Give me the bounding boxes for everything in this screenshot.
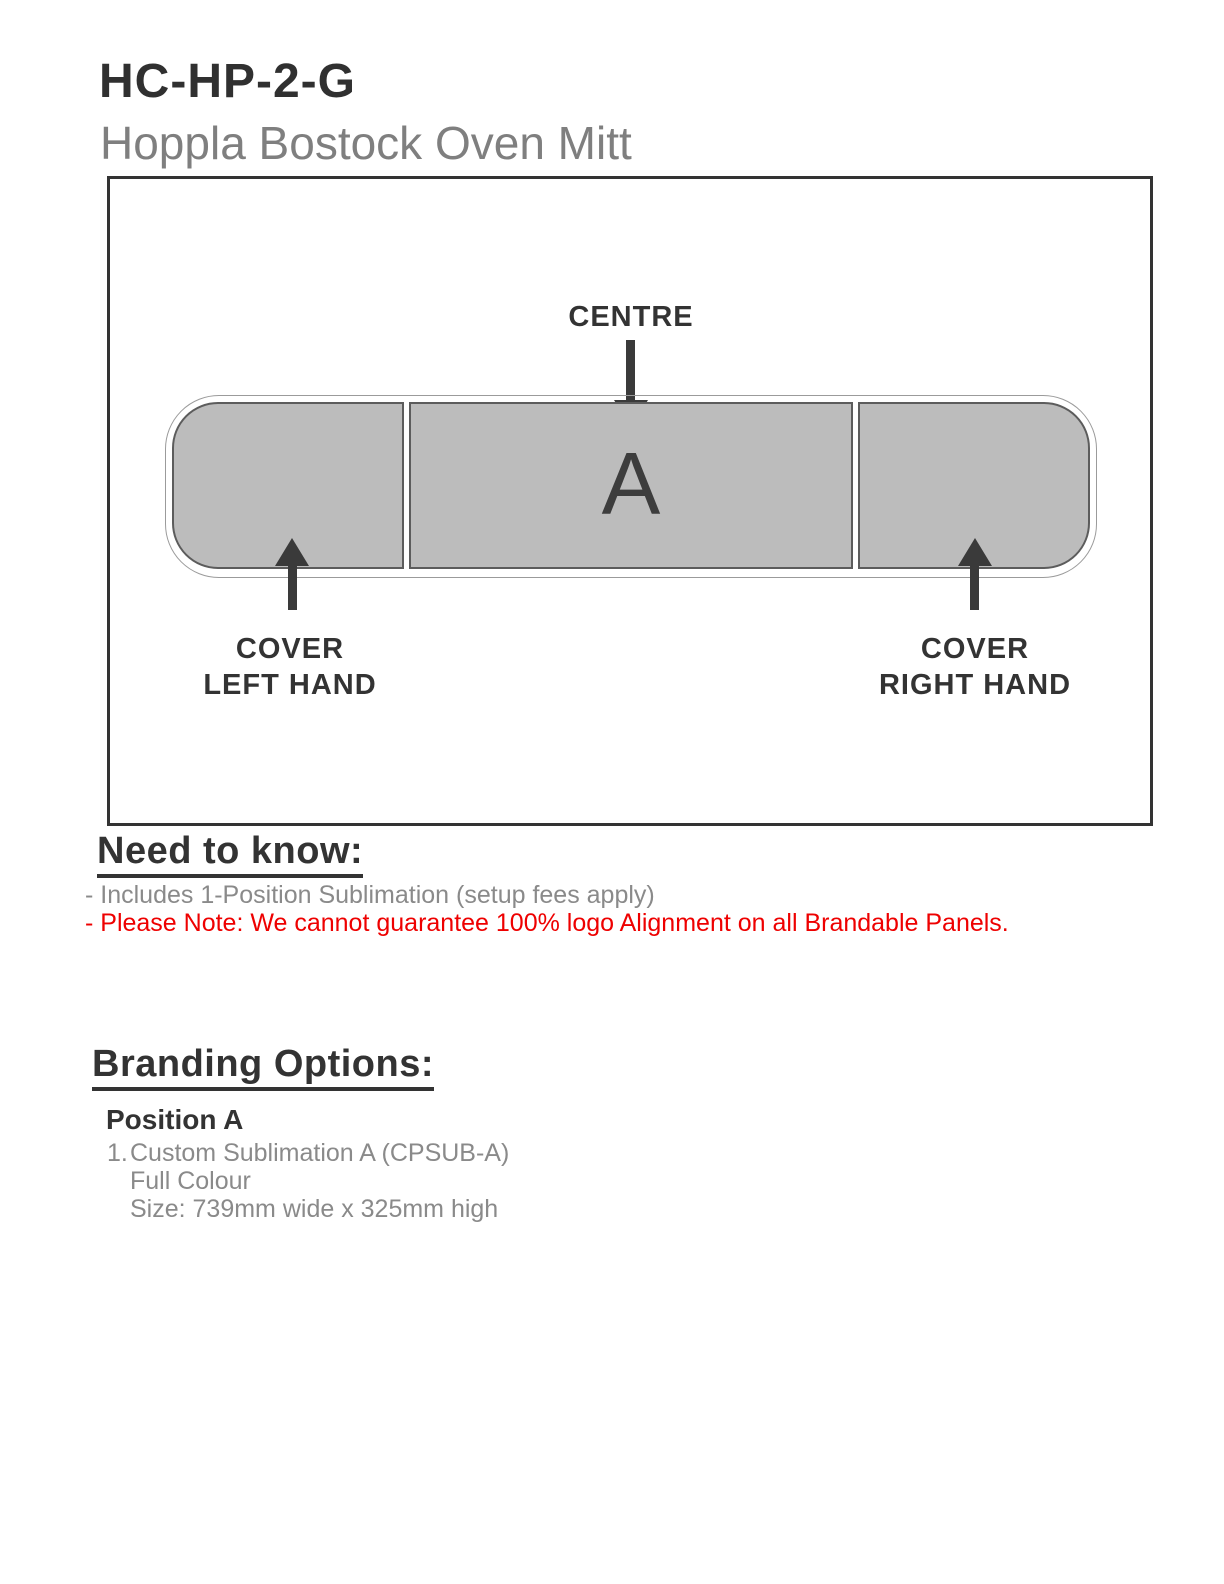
need-to-know-notes bbox=[85, 881, 1009, 937]
need-to-know-heading: Need to know: bbox=[97, 832, 363, 878]
option-name-row bbox=[107, 1139, 509, 1167]
cover-right-line2: RIGHT HAND bbox=[878, 669, 1072, 701]
position-a-title: Position A bbox=[106, 1104, 244, 1135]
position-a-marker: A bbox=[601, 433, 661, 533]
cover-right-hand-label bbox=[815, 631, 1135, 703]
cover-right-line1: COVER bbox=[920, 633, 1030, 665]
oven-mitt-shape bbox=[172, 402, 1090, 569]
centre-position-label: CENTRE bbox=[568, 301, 694, 333]
left-arrow-shaft bbox=[288, 562, 297, 610]
centre-arrow-shaft bbox=[626, 340, 635, 402]
branding-options-heading: Branding Options: bbox=[92, 1045, 434, 1091]
product-name-subtitle: Hoppla Bostock Oven Mitt bbox=[100, 117, 632, 169]
cover-left-line1: COVER bbox=[235, 633, 345, 665]
right-arrow-shaft bbox=[970, 562, 979, 610]
cover-left-line2: LEFT HAND bbox=[203, 669, 377, 701]
note-sublimation: - Includes 1-Position Sublimation (setup fees apply) bbox=[85, 881, 655, 909]
option-number: 1. bbox=[107, 1139, 128, 1167]
panel-divider-right bbox=[851, 402, 860, 569]
option-detail-size: Size: 739mm wide x 325mm high bbox=[130, 1195, 499, 1223]
note-alignment-warning: - Please Note: We cannot guarantee 100% logo Alignment on all Brandable Panels. bbox=[85, 909, 1009, 937]
branding-option-item bbox=[107, 1139, 509, 1223]
cover-left-hand-label bbox=[130, 631, 450, 703]
panel-divider-left bbox=[402, 402, 411, 569]
option-detail-colour: Full Colour bbox=[130, 1167, 251, 1195]
option-name: Custom Sublimation A (CPSUB-A) bbox=[130, 1139, 510, 1167]
option-details bbox=[130, 1167, 509, 1223]
product-code-title: HC-HP-2-G bbox=[99, 55, 356, 108]
